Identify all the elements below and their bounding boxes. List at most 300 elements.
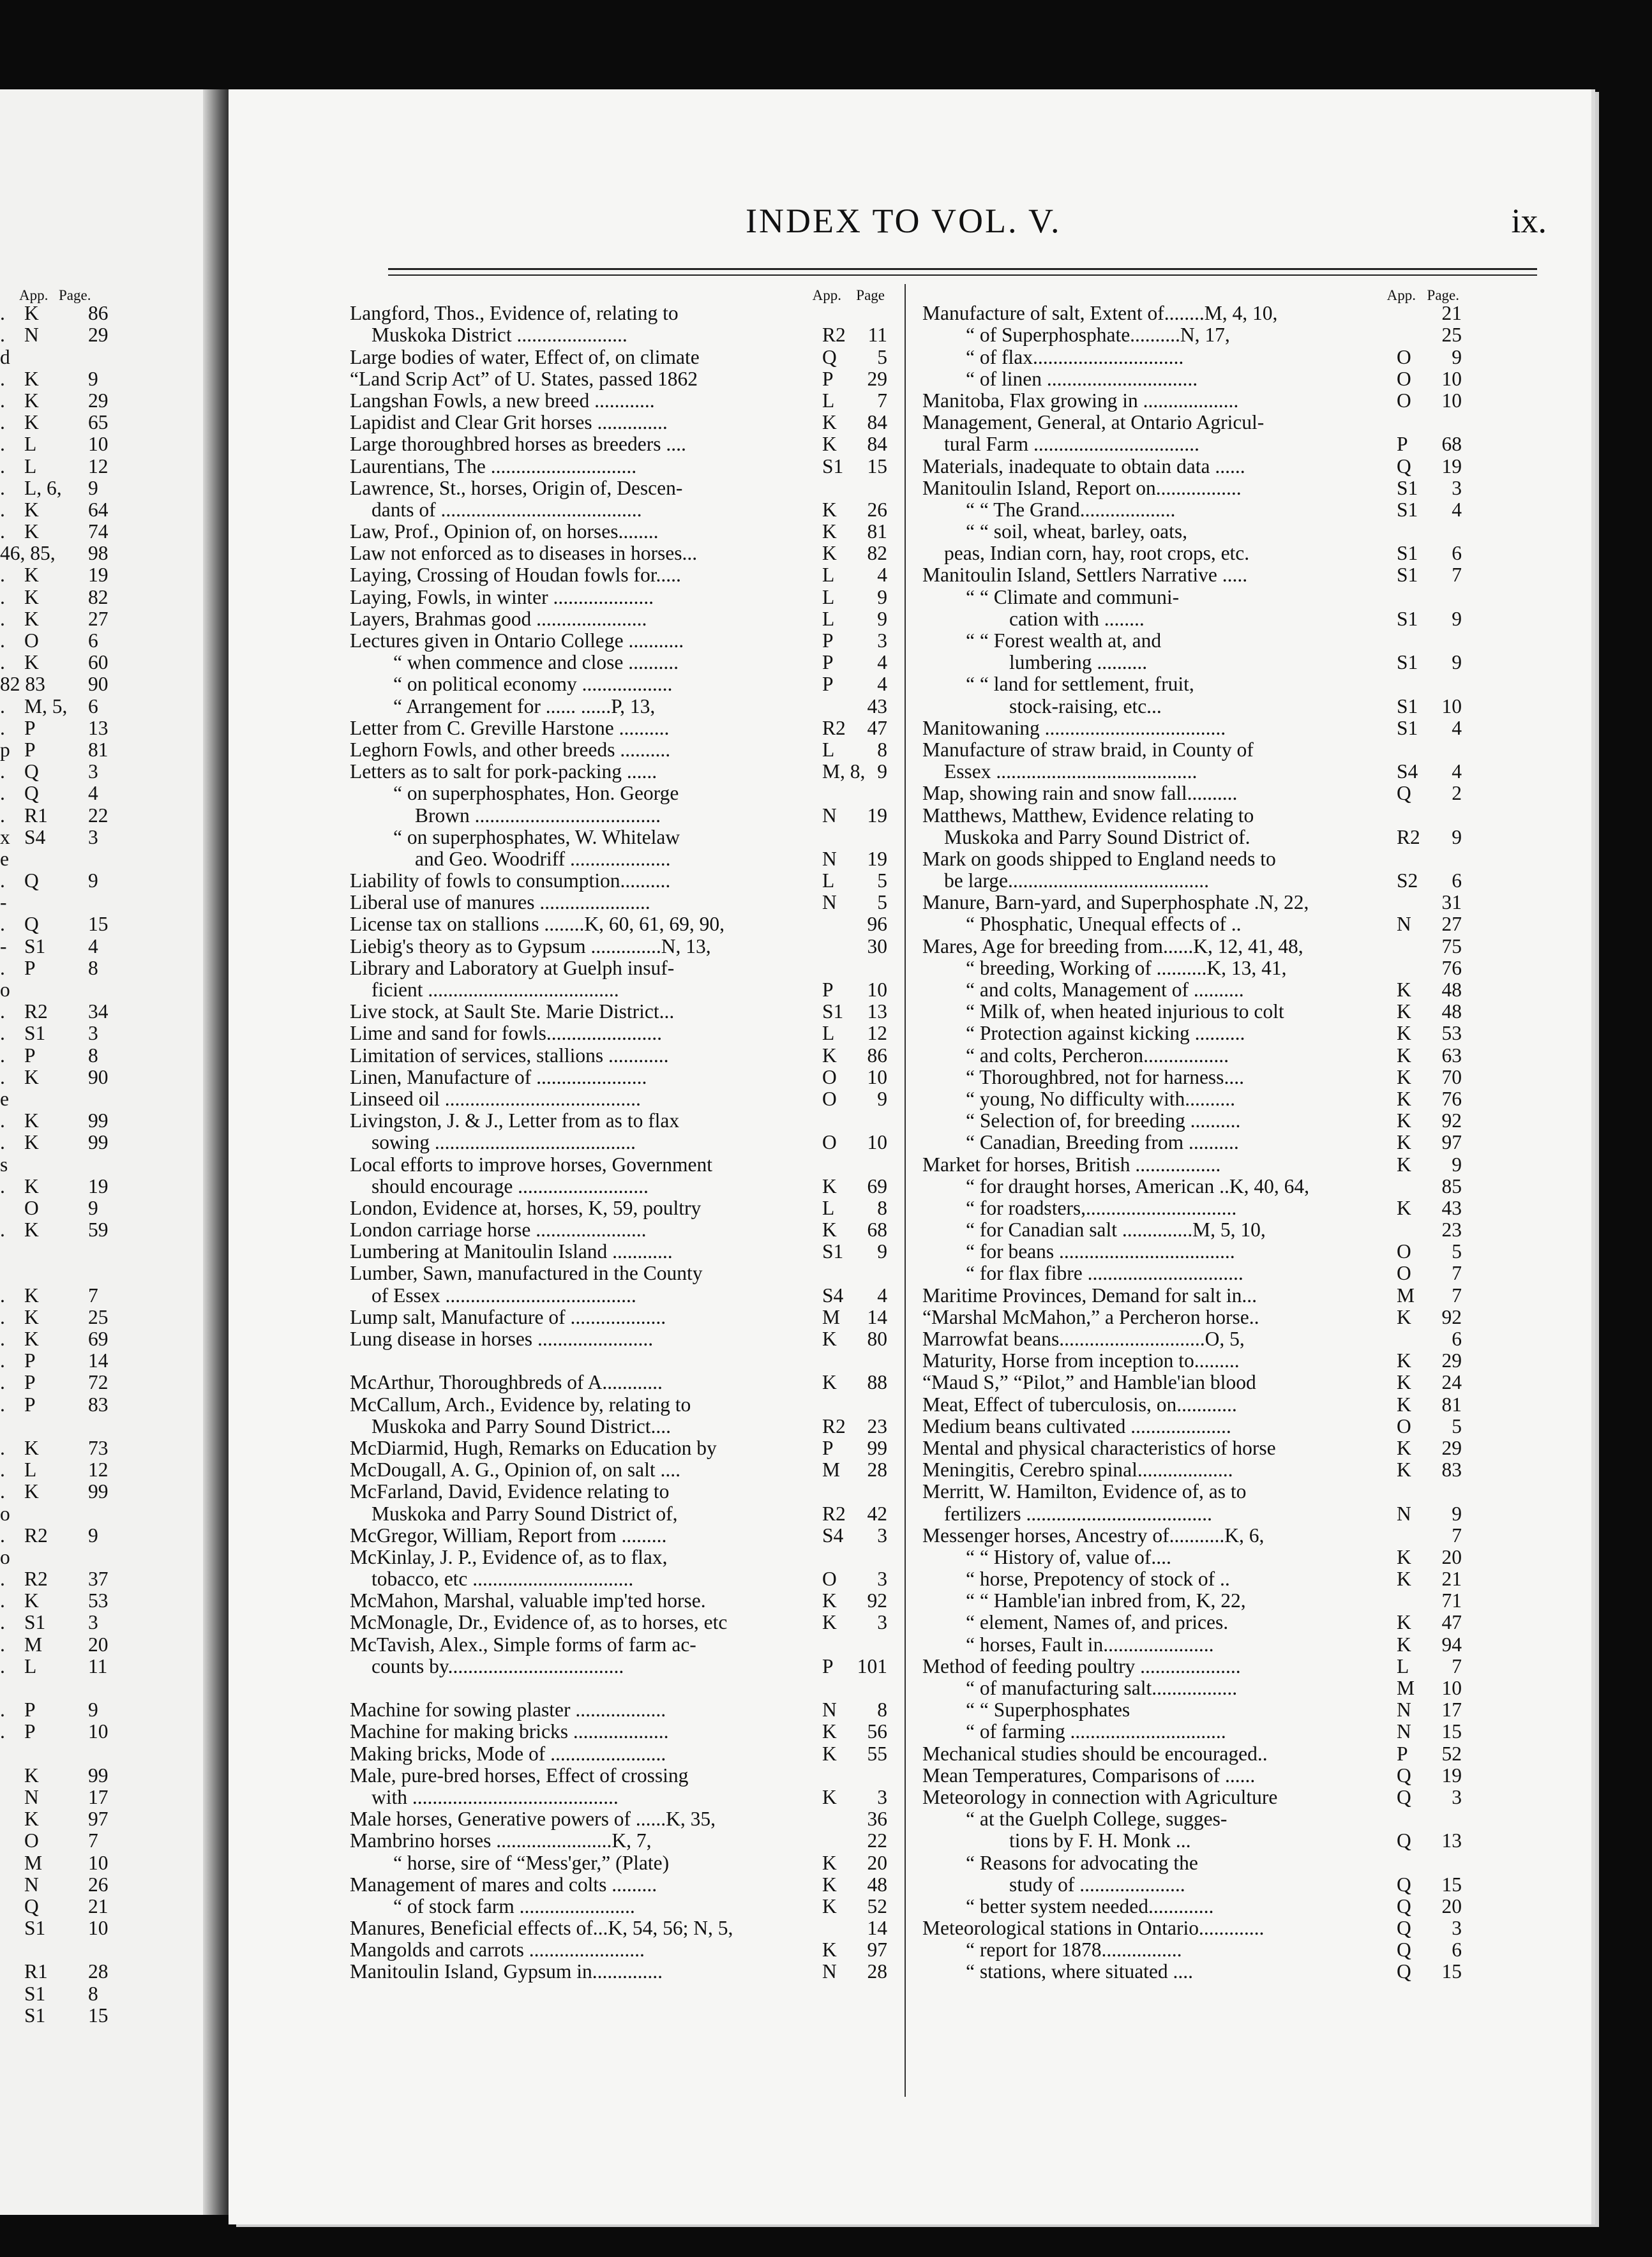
- left-entry-p: .: [0, 629, 5, 652]
- entry-page: 22: [867, 1829, 887, 1852]
- entry-appendix: O: [822, 1131, 837, 1154]
- left-entry-a: K: [24, 607, 39, 630]
- left-entry-a: M: [24, 1851, 43, 1874]
- entry-text: Maritime Provinces, Demand for salt in...: [922, 1284, 1258, 1307]
- index-column-right: [922, 281, 1462, 1983]
- left-page-entry: [0, 1547, 191, 1568]
- entry-page: 43: [867, 694, 887, 717]
- entry-text: “ horses, Fault in......................: [966, 1633, 1214, 1656]
- entry-text: McDiarmid, Hugh, Remarks on Education by: [350, 1437, 717, 1459]
- entry-appendix: O: [1397, 345, 1411, 368]
- left-entry-g: 99: [88, 1480, 109, 1503]
- left-entry-a: O: [24, 629, 39, 652]
- index-entry: [350, 1307, 887, 1328]
- entry-text: Marrowfat beans.............................O, 5,: [922, 1328, 1245, 1350]
- index-entry: [922, 805, 1462, 827]
- entry-text: “ young, No difficulty with..........: [966, 1088, 1236, 1110]
- left-page-entry: [0, 1023, 191, 1044]
- entry-text: “ “ The Grand...................: [966, 499, 1176, 521]
- entry-appendix: R2: [1397, 825, 1420, 848]
- entry-appendix: K: [1397, 1458, 1411, 1481]
- entry-text: “ for Canadian salt ..............M, 5, 10,: [966, 1219, 1266, 1241]
- index-entry: [922, 521, 1462, 543]
- index-entry: [350, 1503, 887, 1525]
- entry-text: Laying, Fowls, in winter ....................: [350, 586, 654, 608]
- entry-appendix: K: [822, 1174, 837, 1197]
- index-entry: [350, 1830, 887, 1852]
- index-entry: [922, 1001, 1462, 1023]
- left-entry-a: K: [24, 1328, 39, 1350]
- entry-page: 92: [867, 1589, 887, 1612]
- entry-page: 47: [867, 716, 887, 739]
- entry-page: 7: [1452, 1284, 1462, 1307]
- entry-text: Liberal use of manures ......................: [350, 892, 650, 914]
- left-page-entry: [0, 608, 191, 630]
- entry-page: 71: [1441, 1589, 1462, 1612]
- entry-appendix: S2: [1397, 869, 1418, 892]
- index-entry: [350, 1023, 887, 1044]
- left-page-entry: [0, 1503, 191, 1525]
- entry-page: 20: [1441, 1545, 1462, 1568]
- entry-appendix: Q: [1397, 1785, 1411, 1808]
- entry-text: Management of mares and colts .........: [350, 1873, 657, 1896]
- left-entry-p: e: [0, 1087, 9, 1110]
- left-page-entry: [0, 499, 191, 521]
- entry-page: 85: [1441, 1174, 1462, 1197]
- entry-text: Langshan Fowls, a new breed ............: [350, 389, 655, 412]
- left-page-entry: [0, 1437, 191, 1459]
- left-entry-a: S1: [24, 1917, 46, 1940]
- entry-text: Mares, Age for breeding from......K, 12, 41, 48,: [922, 935, 1303, 957]
- entry-appendix: K: [1397, 1611, 1411, 1634]
- index-entry: [350, 1437, 887, 1459]
- left-entry-g: 98: [88, 542, 109, 565]
- left-page-entry: [0, 870, 191, 892]
- entry-page: 8: [877, 738, 887, 761]
- index-entry: [350, 1656, 887, 1677]
- index-entry: [922, 870, 1462, 892]
- entry-text: “ on political economy ..................: [393, 673, 673, 696]
- left-entry-p: .: [0, 367, 5, 390]
- entry-page: 21: [1441, 302, 1462, 325]
- entry-appendix: O: [822, 1568, 837, 1591]
- index-entry: [350, 761, 887, 783]
- entry-text: Male horses, Generative powers of ......K, 35,: [350, 1808, 716, 1831]
- entry-text: “ “ soil, wheat, barley, oats,: [966, 521, 1187, 543]
- entry-page: 6: [1452, 869, 1462, 892]
- index-entry: [922, 477, 1462, 499]
- entry-text: Market for horses, British .................: [922, 1153, 1221, 1176]
- entry-page: 10: [1441, 367, 1462, 390]
- left-page-entry: [0, 1721, 191, 1743]
- left-entry-p: .: [0, 1022, 5, 1045]
- left-entry-p: .: [0, 1174, 5, 1197]
- left-entry-p: .: [0, 564, 5, 587]
- left-entry-g: 53: [88, 1589, 109, 1612]
- entry-page: 96: [867, 913, 887, 936]
- entry-appendix: K: [1397, 1393, 1411, 1416]
- entry-text: McMonagle, Dr., Evidence of, as to horses, etc: [350, 1612, 728, 1634]
- left-page-entry: [0, 1939, 191, 1961]
- entry-page: 7: [1452, 1262, 1462, 1285]
- left-entry-g: 10: [88, 1720, 109, 1743]
- index-entry: [350, 783, 887, 804]
- left-page-entry: [0, 1656, 191, 1677]
- entry-page: 55: [867, 1742, 887, 1765]
- left-entry-g: 69: [88, 1328, 109, 1350]
- left-page-entry: [0, 739, 191, 761]
- index-entry: [350, 1459, 887, 1481]
- index-entry: [350, 1197, 887, 1219]
- entry-appendix: K: [1397, 1349, 1411, 1372]
- left-entry-p: .: [0, 1218, 5, 1241]
- entry-text: “ horse, Prepotency of stock of ..: [966, 1568, 1230, 1591]
- left-entry-g: 9: [88, 367, 98, 390]
- index-entry: [350, 1263, 887, 1284]
- entry-page: 10: [1441, 694, 1462, 717]
- index-entry: [350, 1525, 887, 1547]
- index-entry: [922, 303, 1462, 324]
- entry-page: 9: [1452, 1153, 1462, 1176]
- left-entry-a: S1: [24, 1982, 46, 2005]
- entry-appendix: K: [1397, 1109, 1411, 1132]
- entry-text: Muskoka and Parry Sound District of.: [944, 826, 1250, 848]
- entry-text: Lime and sand for fowls.......................: [350, 1023, 663, 1045]
- entry-page: 97: [1441, 1131, 1462, 1154]
- entry-page: 3: [1452, 476, 1462, 499]
- left-entry-g: 26: [88, 1873, 109, 1896]
- left-entry-g: 19: [88, 1174, 109, 1197]
- entry-text: Maturity, Horse from inception to.........: [922, 1350, 1240, 1372]
- index-entry: [922, 1285, 1462, 1307]
- left-entry-a: K: [24, 585, 39, 608]
- left-entry-p: .: [0, 1393, 5, 1416]
- left-entry-p: .: [0, 1284, 5, 1307]
- left-page-entry: [0, 412, 191, 433]
- left-entry-g: 22: [88, 804, 109, 827]
- left-entry-a: K: [24, 520, 39, 543]
- entry-text: “ better system needed.............: [966, 1895, 1214, 1917]
- entry-appendix: K: [1397, 1131, 1411, 1154]
- entry-page: 9: [1452, 1502, 1462, 1525]
- entry-text: Map, showing rain and snow fall..........: [922, 783, 1238, 805]
- index-entry: [350, 739, 887, 761]
- entry-page: 4: [877, 651, 887, 674]
- entry-page: 17: [1441, 1698, 1462, 1721]
- left-entry-p: .: [0, 607, 5, 630]
- entry-page: 27: [1441, 913, 1462, 936]
- left-entry-g: 7: [88, 1284, 98, 1307]
- left-entry-a: R1: [24, 1960, 48, 1983]
- entry-appendix: K: [822, 1785, 837, 1808]
- left-entry-p: .: [0, 716, 5, 739]
- index-entry: [922, 1110, 1462, 1132]
- left-entry-p: .: [0, 694, 5, 717]
- entry-page: 12: [867, 1022, 887, 1045]
- left-page-entry: [0, 587, 191, 608]
- entry-text: McDougall, A. G., Opinion of, on salt ....: [350, 1459, 680, 1481]
- left-entry-g: 9: [88, 1196, 98, 1219]
- entry-text: “ on superphosphates, Hon. George: [393, 783, 679, 805]
- left-page-entry: [0, 1328, 191, 1350]
- entry-page: 83: [1441, 1458, 1462, 1481]
- entry-appendix: M: [1397, 1677, 1415, 1699]
- left-page-entry: [0, 390, 191, 412]
- index-entry: [922, 1219, 1462, 1241]
- left-entry-a: K: [24, 1305, 39, 1328]
- entry-appendix: S1: [1397, 607, 1418, 630]
- entry-text: McCallum, Arch., Evidence by, relating to: [350, 1393, 691, 1416]
- left-entry-g: 9: [88, 1698, 98, 1721]
- left-entry-g: 12: [88, 1458, 109, 1481]
- entry-appendix: Q: [822, 345, 837, 368]
- entry-appendix: K: [1397, 1000, 1411, 1023]
- entry-appendix: S4: [822, 1284, 844, 1307]
- left-entry-g: 60: [88, 651, 109, 674]
- left-entry-g: 19: [88, 564, 109, 587]
- left-page-entry: [0, 324, 191, 346]
- book-gutter: [203, 89, 232, 2215]
- left-page-entry: [0, 1416, 191, 1437]
- entry-appendix: S1: [1397, 476, 1418, 499]
- entry-text: “ when commence and close ..........: [393, 652, 679, 674]
- entry-text: Brown .....................................: [415, 804, 661, 827]
- entry-text: peas, Indian corn, hay, root crops, etc.: [944, 543, 1250, 565]
- left-entry-p: .: [0, 1568, 5, 1591]
- entry-page: 9: [877, 1087, 887, 1110]
- entry-appendix: O: [1397, 367, 1411, 390]
- left-entry-a: O: [24, 1829, 39, 1852]
- index-entry: [922, 1896, 1462, 1917]
- left-entry-a: M: [24, 1633, 43, 1656]
- entry-text: Laurentians, The .............................: [350, 455, 637, 477]
- entry-appendix: K: [1397, 1568, 1411, 1591]
- entry-text: “ Selection of, for breeding ..........: [966, 1110, 1241, 1132]
- left-entry-p: .: [0, 411, 5, 434]
- index-entry: [922, 892, 1462, 913]
- left-entry-a: R2: [24, 1568, 48, 1591]
- index-entry: [350, 1154, 887, 1176]
- left-page-entry: [0, 1045, 191, 1067]
- left-entry-a: R1: [24, 804, 48, 827]
- entry-appendix: K: [1397, 1305, 1411, 1328]
- entry-page: 9: [1452, 651, 1462, 674]
- left-entry-p: .: [0, 1349, 5, 1372]
- left-page-entry: [0, 1830, 191, 1852]
- entry-text: London, Evidence at, horses, K, 59, poultry: [350, 1197, 702, 1219]
- entry-page: 84: [867, 433, 887, 456]
- entry-page: 101: [857, 1654, 887, 1677]
- left-page-entry: [0, 936, 191, 957]
- index-entry: [350, 390, 887, 412]
- index-entry: [350, 412, 887, 433]
- left-entry-g: 99: [88, 1764, 109, 1787]
- entry-text: “ “ land for settlement, fruit,: [966, 673, 1194, 696]
- entry-page: 5: [877, 891, 887, 914]
- index-entry: [350, 1939, 887, 1961]
- left-entry-a: R2: [24, 1524, 48, 1547]
- entry-text: tural Farm .................................: [944, 433, 1199, 456]
- entry-text: “ element, Names of, and prices.: [966, 1612, 1229, 1634]
- index-entry: [350, 1045, 887, 1067]
- entry-page: 75: [1441, 934, 1462, 957]
- entry-text: fertilizers .....................................: [944, 1503, 1212, 1525]
- left-page-entry: [0, 827, 191, 848]
- index-entry: [922, 1634, 1462, 1656]
- entry-text: “ of manufacturing salt.................: [966, 1677, 1238, 1699]
- left-entry-g: 25: [88, 1305, 109, 1328]
- entry-text: “Land Scrip Act” of U. States, passed 1862: [350, 368, 698, 390]
- entry-page: 86: [867, 1044, 887, 1067]
- index-entry: [350, 303, 887, 324]
- left-entry-g: 29: [88, 389, 109, 412]
- entry-page: 36: [867, 1808, 887, 1831]
- entry-text: be large........................................: [944, 870, 1209, 892]
- entry-page: 81: [867, 520, 887, 543]
- index-entry: [922, 1023, 1462, 1044]
- index-entry: [922, 630, 1462, 652]
- entry-page: 97: [867, 1938, 887, 1961]
- left-entry-g: 11: [88, 1654, 108, 1677]
- entry-page: 2: [1452, 782, 1462, 805]
- left-entry-a: P: [24, 738, 36, 761]
- left-entry-g: 8: [88, 1044, 98, 1067]
- left-entry-p: .: [0, 1633, 5, 1656]
- index-entry: [922, 761, 1462, 783]
- left-page-entry: [0, 1219, 191, 1241]
- index-entry: [350, 848, 887, 870]
- entry-page: 15: [1441, 1960, 1462, 1983]
- entry-text: “ “ Hamble'ian inbred from, K, 22,: [966, 1590, 1246, 1612]
- entry-text: “ report for 1878................: [966, 1939, 1182, 1961]
- entry-appendix: P: [822, 367, 834, 390]
- index-entry: [922, 1874, 1462, 1896]
- left-entry-a: L: [24, 454, 37, 477]
- entry-page: 13: [867, 1000, 887, 1023]
- entry-text: Mechanical studies should be encouraged..: [922, 1743, 1268, 1765]
- entry-appendix: Q: [1397, 1917, 1411, 1940]
- entry-text: and Geo. Woodriff ....................: [415, 848, 671, 870]
- left-entry-p: .: [0, 1371, 5, 1394]
- left-entry-g: 34: [88, 1000, 109, 1023]
- index-entry: [922, 1677, 1462, 1699]
- index-entry: [350, 587, 887, 608]
- entry-appendix: Q: [1397, 1938, 1411, 1961]
- left-page-entry: [0, 892, 191, 913]
- left-page-entry: [0, 1372, 191, 1393]
- index-entry: [922, 1132, 1462, 1153]
- left-entry-a: K: [24, 1218, 39, 1241]
- entry-appendix: P: [1397, 433, 1408, 456]
- left-entry-g: 17: [88, 1785, 109, 1808]
- index-entry: [350, 1699, 887, 1721]
- entry-text: “ Thoroughbred, not for harness....: [966, 1066, 1244, 1088]
- left-page-entry: [0, 368, 191, 390]
- left-entry-a: N: [24, 1785, 39, 1808]
- entry-appendix: N: [822, 804, 837, 827]
- left-entry-g: 9: [88, 869, 98, 892]
- entry-appendix: K: [822, 520, 837, 543]
- entry-text: “ for draught horses, American ..K, 40, 64,: [966, 1175, 1309, 1197]
- entry-text: “ for beans ...................................: [966, 1241, 1235, 1263]
- left-entry-g: 13: [88, 716, 109, 739]
- left-entry-g: 65: [88, 411, 109, 434]
- index-column-left: [350, 281, 887, 1983]
- index-entry: [350, 1241, 887, 1263]
- entry-text: Manure, Barn-yard, and Superphosphate .N, 22,: [922, 892, 1309, 914]
- left-entry-p: .: [0, 1480, 5, 1503]
- entry-text: Manitowaning ....................................: [922, 717, 1226, 739]
- left-entry-g: 3: [88, 760, 98, 783]
- entry-text: “ of flax..............................: [966, 346, 1184, 368]
- left-entry-a: K: [24, 302, 39, 325]
- left-entry-a: L: [24, 1458, 37, 1481]
- left-entry-a: P: [24, 1349, 36, 1372]
- left-page-entry: [0, 913, 191, 935]
- entry-page: 23: [867, 1414, 887, 1437]
- left-entry-p: 82 83: [0, 673, 45, 696]
- entry-appendix: K: [822, 1611, 837, 1634]
- left-entry-g: 6: [88, 629, 98, 652]
- index-entry: [350, 1743, 887, 1765]
- entry-appendix: L: [822, 1022, 835, 1045]
- index-entry: [350, 1808, 887, 1830]
- index-entry: [922, 1547, 1462, 1568]
- entry-page: 9: [877, 1240, 887, 1263]
- entry-text: “ for flax fibre ...............................: [966, 1263, 1243, 1285]
- entry-page: 9: [1452, 607, 1462, 630]
- left-header-app: App.: [19, 287, 49, 303]
- entry-page: 10: [1441, 389, 1462, 412]
- left-column-header: [0, 281, 191, 303]
- entry-text: “ Protection against kicking ..........: [966, 1023, 1245, 1045]
- entry-text: Large bodies of water, Effect of, on climate: [350, 346, 700, 368]
- entry-page: 4: [877, 673, 887, 696]
- entry-appendix: S1: [822, 454, 844, 477]
- left-entry-p: -: [0, 891, 7, 914]
- left-page-entry: [0, 433, 191, 455]
- left-entry-g: 21: [88, 1894, 109, 1917]
- left-entry-g: 4: [88, 934, 98, 957]
- left-entry-g: 72: [88, 1371, 109, 1394]
- entry-page: 52: [867, 1894, 887, 1917]
- column-divider: [905, 284, 906, 2097]
- entry-page: 9: [1452, 345, 1462, 368]
- entry-appendix: N: [822, 891, 837, 914]
- left-entry-a: K: [24, 1436, 39, 1459]
- entry-text: Mark on goods shipped to England needs to: [922, 848, 1276, 870]
- left-page-entry: [0, 1612, 191, 1633]
- entry-appendix: O: [1397, 389, 1411, 412]
- left-entry-a: K: [24, 1109, 39, 1132]
- index-entry: [350, 1568, 887, 1590]
- entry-appendix: Q: [1397, 454, 1411, 477]
- index-entry: [922, 652, 1462, 673]
- entry-page: 8: [877, 1698, 887, 1721]
- entry-page: 9: [877, 607, 887, 630]
- entry-appendix: S1: [1397, 694, 1418, 717]
- left-entry-a: K: [24, 411, 39, 434]
- entry-text: “ of farming ...............................: [966, 1721, 1226, 1743]
- entry-text: “ on superphosphates, W. Whitelaw: [393, 826, 680, 848]
- entry-text: Manitoba, Flax growing in ...................: [922, 389, 1239, 412]
- column-header-app: App.: [812, 287, 841, 303]
- left-entry-a: Q: [24, 913, 39, 936]
- left-entry-g: 90: [88, 673, 109, 696]
- index-entry: [922, 1699, 1462, 1721]
- left-entry-p: .: [0, 804, 5, 827]
- entry-appendix: K: [822, 498, 837, 521]
